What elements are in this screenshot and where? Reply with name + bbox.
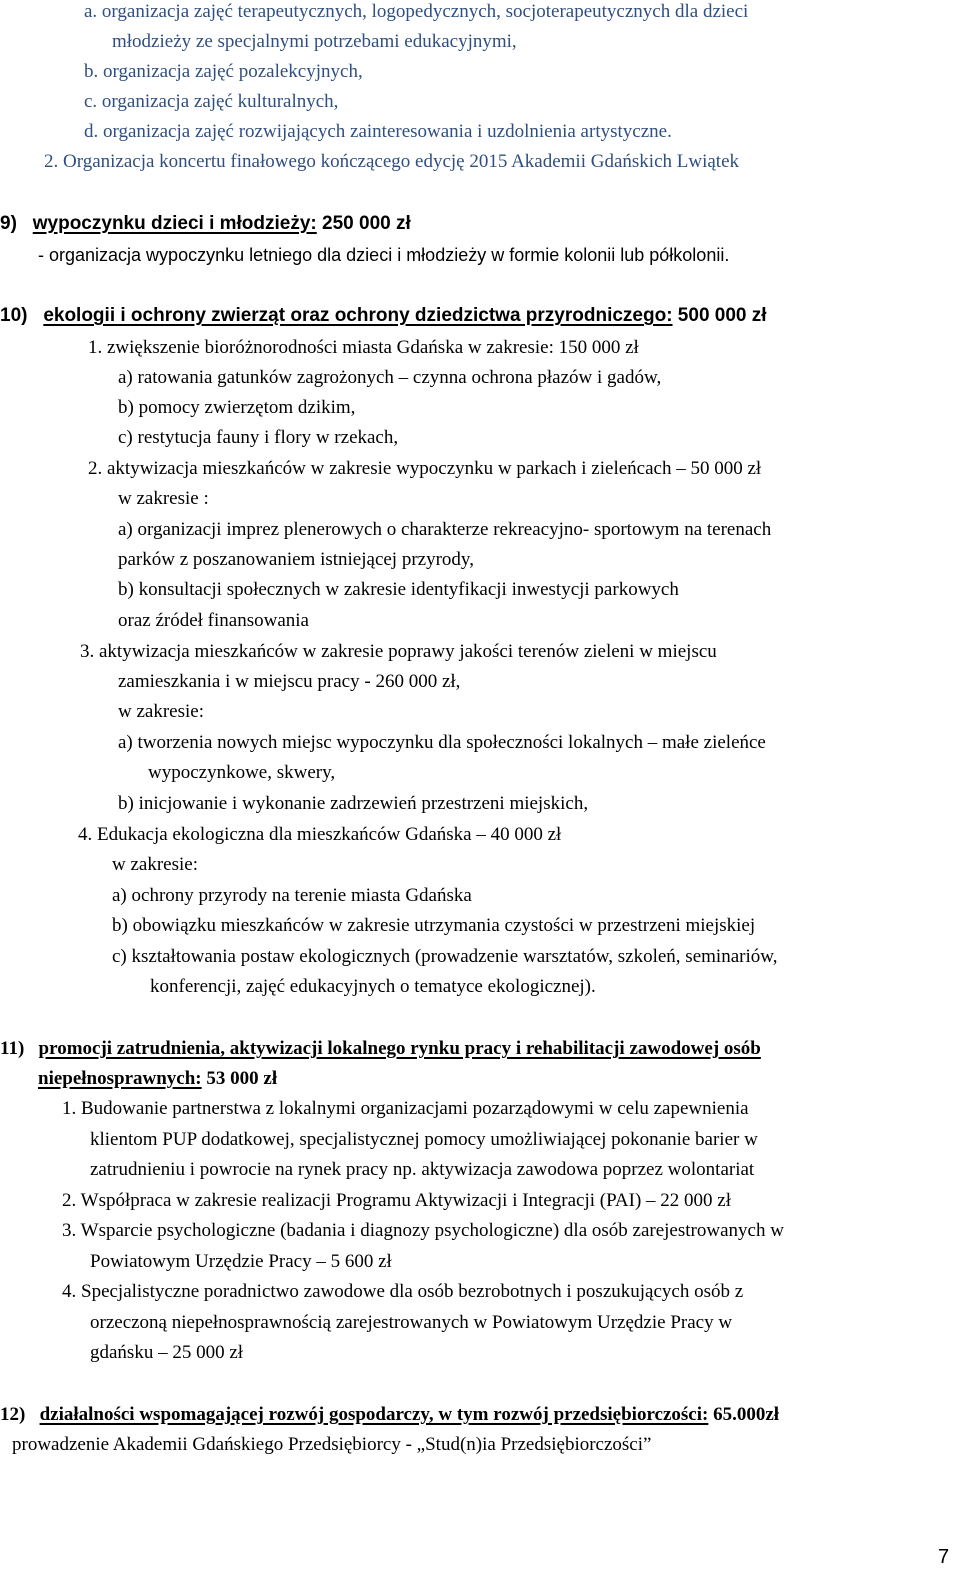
list-item-4-cont: orzeczoną niepełnosprawnością zarejestrowanych w Powiatowym Urzędzie Pracy w bbox=[90, 1312, 733, 1333]
section-title: promocji zatrudnienia, aktywizacji lokalnego rynku pracy i rehabilitacji zawodowej osób bbox=[38, 1038, 761, 1059]
list-item-a: a) tworzenia nowych miejsc wypoczynku dla społeczności lokalnych – małe zieleńce bbox=[118, 732, 766, 753]
section-number: 12) bbox=[0, 1404, 26, 1425]
section-number: 10) bbox=[0, 305, 28, 326]
list-item-a-cont: wypoczynkowe, skwery, bbox=[148, 762, 336, 783]
section-title: ekologii i ochrony zwierząt oraz ochrony dziedzictwa przyrodniczego: bbox=[43, 305, 673, 326]
list-item-b: b) obowiązku mieszkańców w zakresie utrzymania czystości w przestrzeni miejskiej bbox=[112, 915, 756, 936]
list-item-2-scope: w zakresie : bbox=[118, 488, 209, 509]
list-item-b: b) pomocy zwierzętom dzikim, bbox=[118, 397, 356, 418]
list-item-a: a) ochrony przyrody na terenie miasta Gdańska bbox=[112, 885, 472, 906]
section-amount: 250 000 zł bbox=[316, 213, 411, 234]
section-title: działalności wspomagającej rozwój gospodarczy, w tym rozwój przedsiębiorczości: bbox=[39, 1404, 709, 1425]
list-item-a: a. organizacja zajęć terapeutycznych, logopedycznych, socjoterapeutycznych dla dzieci bbox=[84, 1, 749, 22]
list-item-c: c) restytucja fauny i flory w rzekach, bbox=[118, 427, 399, 448]
list-item-2: 2. aktywizacja mieszkańców w zakresie wypoczynku w parkach i zieleńcach – 50 000 zł bbox=[88, 458, 762, 479]
list-item-4: 4. Specjalistyczne poradnictwo zawodowe dla osób bezrobotnych i poszukujących osób z bbox=[62, 1281, 744, 1302]
section-amount: 65.000zł bbox=[708, 1404, 780, 1425]
list-item-c: c. organizacja zajęć kulturalnych, bbox=[84, 91, 339, 112]
list-item-1: 1. zwiększenie bioróżnorodności miasta Gdańska w zakresie: 150 000 zł bbox=[88, 337, 639, 358]
list-item-a-cont: młodzieży ze specjalnymi potrzebami edukacyjnymi, bbox=[112, 31, 517, 52]
section-number: 9) bbox=[0, 213, 17, 234]
list-item-3: 3. aktywizacja mieszkańców w zakresie poprawy jakości terenów zieleni w miejscu bbox=[80, 641, 717, 662]
section-amount: 500 000 zł bbox=[672, 305, 767, 326]
list-item-1: 1. Budowanie partnerstwa z lokalnymi organizacjami pozarządowymi w celu zapewnienia bbox=[62, 1098, 749, 1119]
section-title: wypoczynku dzieci i młodzieży: bbox=[32, 213, 317, 234]
list-item-a: a) ratowania gatunków zagrożonych – czynna ochrona płazów i gadów, bbox=[118, 367, 662, 388]
section-11-heading-cont bbox=[38, 1067, 277, 1091]
list-item-4-scope: w zakresie: bbox=[112, 854, 198, 875]
list-item-2: 2. Organizacja koncertu finałowego kończącego edycję 2015 Akademii Gdańskich Lwiątek bbox=[44, 151, 740, 172]
list-item-b: b) konsultacji społecznych w zakresie identyfikacji inwestycji parkowych bbox=[118, 579, 679, 600]
list-item-3-cont: Powiatowym Urzędzie Pracy – 5 600 zł bbox=[90, 1251, 392, 1272]
list-item-4: 4. Edukacja ekologiczna dla mieszkańców Gdańska – 40 000 zł bbox=[78, 824, 562, 845]
list-item-c-cont: konferencji, zajęć edukacyjnych o tematyce ekologicznej). bbox=[150, 976, 596, 997]
section-amount: 53 000 zł bbox=[201, 1068, 278, 1089]
list-item-1-cont: zatrudnieniu i powrocie na rynek pracy np. aktywizacja zawodowa poprzez wolontariat bbox=[90, 1159, 755, 1180]
list-item-1-cont: klientom PUP dodatkowej, specjalistycznej pomocy umożliwiającej pokonanie barier w bbox=[90, 1129, 758, 1150]
section-9-heading bbox=[0, 212, 411, 236]
list-item-a-cont: parków z poszanowaniem istniejącej przyrody, bbox=[118, 549, 474, 570]
section-12-heading bbox=[0, 1403, 779, 1427]
section-10-heading bbox=[0, 304, 767, 328]
list-item-3: 3. Wsparcie psychologiczne (badania i diagnozy psychologiczne) dla osób zarejestrowanych w bbox=[62, 1220, 784, 1241]
list-item-a: a) organizacji imprez plenerowych o charakterze rekreacyjno- sportowym na terenach bbox=[118, 519, 772, 540]
section-11-heading bbox=[0, 1037, 761, 1061]
page-number: 7 bbox=[938, 1546, 950, 1568]
section-title: niepełnosprawnych: bbox=[38, 1068, 202, 1089]
list-item-4-cont: gdańsku – 25 000 zł bbox=[90, 1342, 244, 1363]
list-item-3-cont: zamieszkania i w miejscu pracy - 260 000 zł, bbox=[118, 671, 461, 692]
list-item-d: d. organizacja zajęć rozwijających zainteresowania i uzdolnienia artystyczne. bbox=[84, 121, 672, 142]
section-9-item: - organizacja wypoczynku letniego dla dzieci i młodzieży w formie kolonii lub półkolonii. bbox=[38, 245, 730, 265]
list-item-3-scope: w zakresie: bbox=[118, 701, 204, 722]
list-item-b: b) inicjowanie i wykonanie zadrzewień przestrzeni miejskich, bbox=[118, 793, 589, 814]
list-item-c: c) kształtowania postaw ekologicznych (prowadzenie warsztatów, szkoleń, seminariów, bbox=[112, 946, 778, 967]
list-item-b-cont: oraz źródeł finansowania bbox=[118, 610, 309, 631]
section-number: 11) bbox=[0, 1038, 25, 1059]
list-item-b: b. organizacja zajęć pozalekcyjnych, bbox=[84, 61, 363, 82]
section-12-item: prowadzenie Akademii Gdańskiego Przedsiębiorcy - „Stud(n)ia Przedsiębiorczości” bbox=[12, 1434, 652, 1455]
list-item-2: 2. Współpraca w zakresie realizacji Programu Aktywizacji i Integracji (PAI) – 22 000 zł bbox=[62, 1190, 731, 1211]
